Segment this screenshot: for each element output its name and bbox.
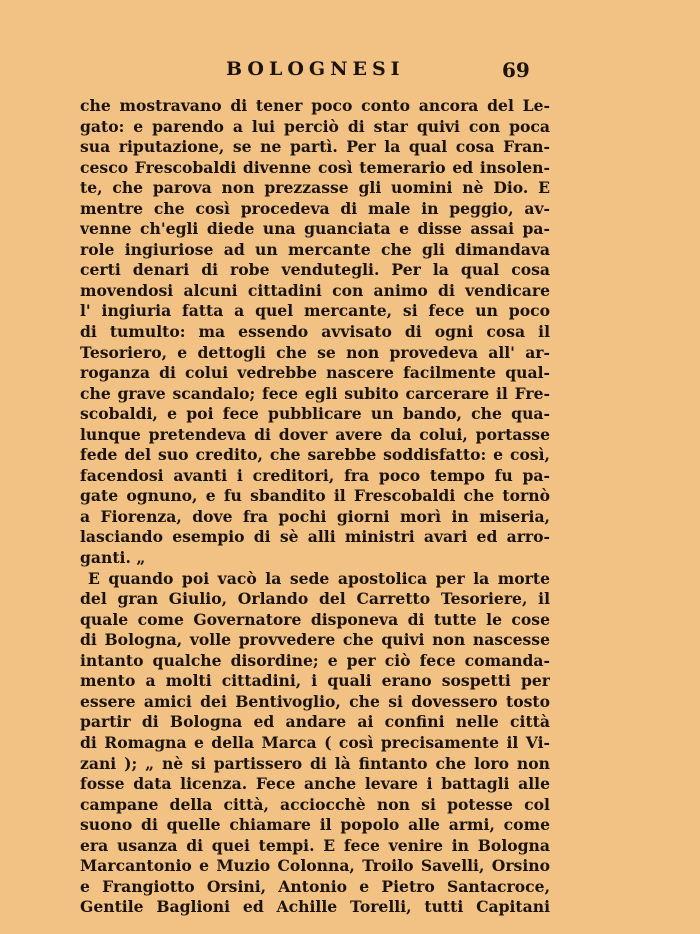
text-line: e Frangiotto Orsini, Antonio e Pietro Santacroce, bbox=[80, 876, 550, 896]
text-line: mento a molti cittadini, i quali erano sospetti per bbox=[80, 671, 550, 691]
text-line: lasciando esempio di sè alli ministri avari ed arro- bbox=[80, 527, 550, 547]
text-line: di Romagna e della Marca ( così precisamente il Vi- bbox=[80, 732, 550, 752]
text-line: cesco Frescobaldi divenne così temerario ed insolen- bbox=[80, 157, 550, 177]
text-line: facendosi avanti i creditori, fra poco tempo fu pa- bbox=[80, 465, 550, 485]
text-line: che grave scandalo; fece egli subito carcerare il Fre- bbox=[80, 383, 550, 403]
text-line: era usanza di quei tempi. E fece venire in Bologna bbox=[80, 835, 550, 855]
text-line: Marcantonio e Muzio Colonna, Troilo Savelli, Orsino bbox=[80, 856, 550, 876]
text-line: a Fiorenza, dove fra pochi giorni morì in miseria, bbox=[80, 506, 550, 526]
text-line: partir di Bologna ed andare ai confini nelle città bbox=[80, 712, 550, 732]
text-line: Tesoriero, e dettogli che se non provedeva all' ar- bbox=[80, 342, 550, 362]
text-line: campane della città, acciocchè non si potesse col bbox=[80, 794, 550, 814]
text-line: fede del suo credito, che sarebbe soddisfatto: e così, bbox=[80, 445, 550, 465]
text-line: di Bologna, volle provvedere che quivi non nascesse bbox=[80, 630, 550, 650]
text-line: te, che parova non prezzasse gli uomini nè Dio. E bbox=[80, 178, 550, 198]
text-line: role ingiuriose ad un mercante che gli dimandava bbox=[80, 239, 550, 259]
text-line: mentre che così procedeva di male in peggio, av- bbox=[80, 198, 550, 218]
text-line: quale come Governatore disponeva di tutte le cose bbox=[80, 609, 550, 629]
text-line: scobaldi, e poi fece pubblicare un bando, che qua- bbox=[80, 404, 550, 424]
text-line: di tumulto: ma essendo avvisato di ogni cosa il bbox=[80, 322, 550, 342]
text-line: roganza di colui vedrebbe nascere facilmente qual- bbox=[80, 363, 550, 383]
running-title: BOLOGNESI bbox=[226, 58, 405, 80]
text-line: certi denari di robe vendutegli. Per la qual cosa bbox=[80, 260, 550, 280]
text-line: venne ch'egli diede una guanciata e disse assai pa- bbox=[80, 219, 550, 239]
text-line: E quando poi vacò la sede apostolica per la morte bbox=[88, 568, 550, 588]
text-line: del gran Giulio, Orlando del Carretto Tesoriere, il bbox=[80, 589, 550, 609]
text-line: suono di quelle chiamare il popolo alle armi, come bbox=[80, 815, 550, 835]
text-line: essere amici dei Bentivoglio, che si dovessero tosto bbox=[80, 691, 550, 711]
text-line: ganti. „ bbox=[80, 548, 146, 568]
page-number: 69 bbox=[502, 58, 530, 82]
text-line: gate ognuno, e fu sbandito il Frescobaldi che tornò bbox=[80, 486, 550, 506]
body-text bbox=[80, 96, 550, 918]
text-line: gato: e parendo a lui perciò di star quivi con poca bbox=[80, 116, 550, 136]
text-line: zani ); „ nè si partissero di là fintanto che loro non bbox=[80, 753, 550, 773]
text-line: Gentile Baglioni ed Achille Torelli, tutti Capitani bbox=[80, 897, 550, 917]
text-line: sua riputazione, se ne partì. Per la qual cosa Fran- bbox=[80, 137, 550, 157]
text-line: fosse data licenza. Fece anche levare i battagli alle bbox=[80, 774, 550, 794]
text-line: l' ingiuria fatta a quel mercante, si fece un poco bbox=[80, 301, 550, 321]
text-line: intanto qualche disordine; e per ciò fece comanda- bbox=[80, 650, 550, 670]
text-line: che mostravano di tener poco conto ancora del Le- bbox=[80, 96, 550, 115]
text-line: movendosi alcuni cittadini con animo di vendicare bbox=[80, 280, 550, 300]
text-line: lunque pretendeva di dover avere da colui, portasse bbox=[80, 424, 550, 444]
page-header bbox=[80, 58, 540, 86]
